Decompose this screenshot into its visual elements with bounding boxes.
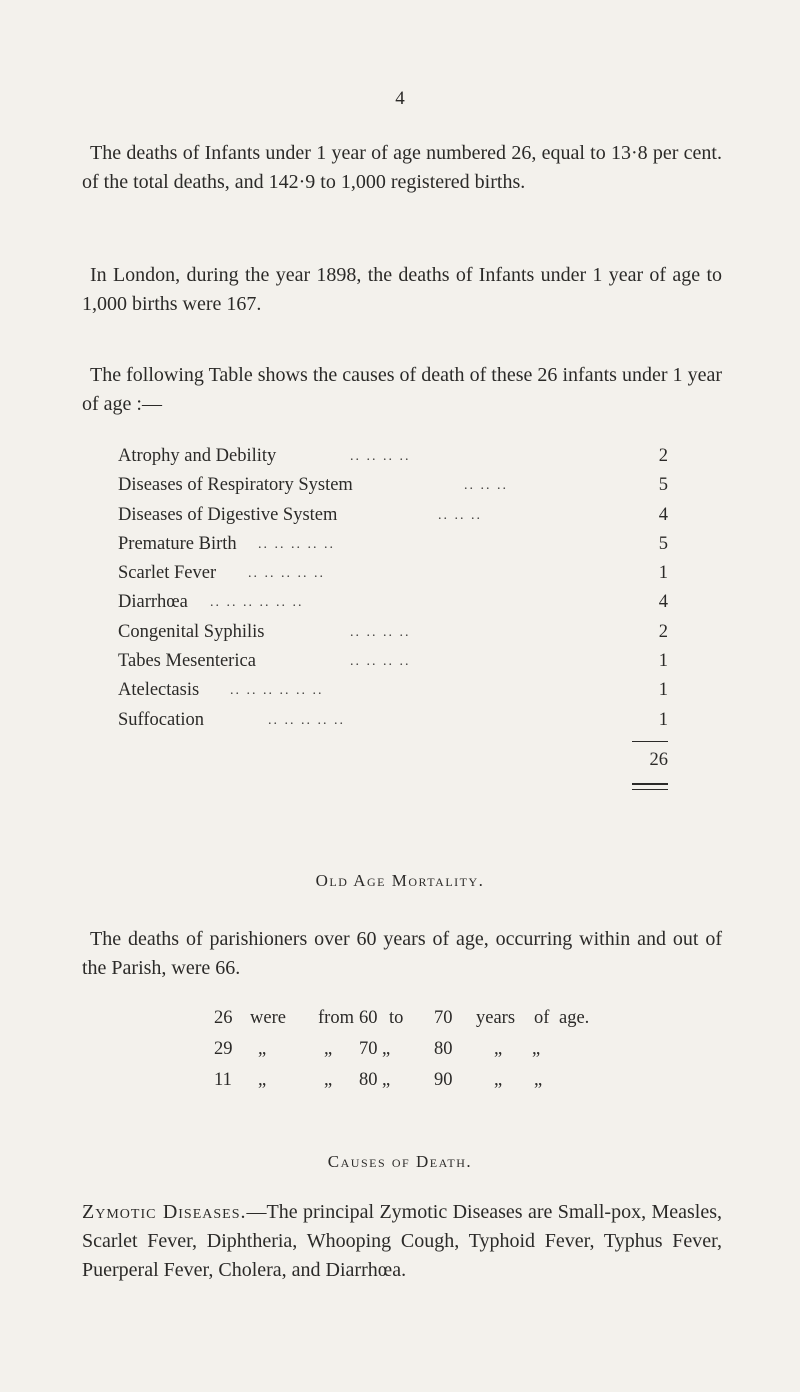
- table-row: [118, 647, 668, 676]
- age-were: „: [258, 1039, 267, 1059]
- cause-count: 4: [658, 504, 668, 525]
- age-count: 29: [214, 1039, 233, 1059]
- zymotic-text: —The principal Zymotic Diseases are Small-pox, Measles, Scarlet Fever, Diphtheria, Whooping Cough, Typhoid Fever, Typhus Fever, Puerperal Fever, Cholera, and Diarrhœa.: [82, 1201, 722, 1281]
- age-count: 11: [214, 1070, 232, 1090]
- old-age-heading: Old Age Mortality.: [315, 871, 485, 890]
- cause-count: 1: [658, 563, 668, 584]
- age-years: „: [494, 1070, 503, 1090]
- infant-causes-table: [118, 442, 668, 735]
- age-of: of: [534, 1008, 550, 1028]
- cause-count: 4: [658, 592, 668, 613]
- leader-dots: .. .. ..: [464, 478, 508, 494]
- table-row: [118, 559, 668, 588]
- age-low: 80: [359, 1070, 378, 1090]
- table-row: [118, 618, 668, 647]
- causes-intro-paragraph: The following Table shows the causes of death of these 26 infants under 1 year of age :—: [82, 364, 722, 415]
- table-row: [118, 706, 668, 735]
- age-high: 70: [434, 1008, 453, 1028]
- age-to: to: [389, 1008, 404, 1028]
- leader-dots: .. .. .. .. ..: [268, 712, 345, 728]
- total-double-rule: [632, 783, 668, 790]
- cause-name: Suffocation: [118, 709, 204, 730]
- cause-count: 2: [658, 621, 668, 642]
- age-low: 70: [359, 1039, 378, 1059]
- age-high: 90: [434, 1070, 453, 1090]
- age-years: years: [476, 1008, 516, 1028]
- causes-of-death-heading: Causes of Death.: [327, 1152, 473, 1171]
- cause-name: Diarrhœa: [118, 592, 188, 613]
- cause-count: 5: [658, 475, 668, 496]
- age-years: „: [494, 1039, 503, 1059]
- age-count: 26: [214, 1008, 233, 1028]
- cause-name: Scarlet Fever: [118, 563, 217, 584]
- cause-count: 5: [658, 533, 668, 554]
- leader-dots: .. .. .. .. .. ..: [230, 683, 324, 699]
- age-from: from: [318, 1008, 354, 1028]
- cause-count: 1: [658, 709, 668, 730]
- leader-dots: .. .. .. ..: [350, 654, 411, 670]
- leader-dots: .. .. .. .. ..: [248, 566, 325, 582]
- london-comparison-paragraph: In London, during the year 1898, the deaths of Infants under 1 year of age to 1,000 births were 167.: [82, 264, 722, 315]
- zymotic-diseases-paragraph: [82, 1198, 722, 1285]
- cause-name: Diseases of Digestive System: [118, 504, 338, 525]
- leader-dots: .. .. .. .. ..: [258, 536, 335, 552]
- infant-total: 26: [649, 750, 668, 770]
- age-to: „: [382, 1039, 391, 1059]
- old-age-paragraph: The deaths of parishioners over 60 years of age, occurring within and out of the Parish, were 66.: [82, 928, 722, 979]
- leader-dots: .. .. .. ..: [350, 449, 411, 464]
- cause-name: Atelectasis: [118, 680, 200, 701]
- cause-name: Atrophy and Debility: [118, 446, 277, 466]
- cause-name: Diseases of Respiratory System: [118, 475, 353, 496]
- table-row: [118, 530, 668, 559]
- age-high: 80: [434, 1039, 453, 1059]
- table-row: [118, 501, 668, 530]
- cause-name: Premature Birth: [118, 533, 237, 554]
- age-were: were: [250, 1008, 286, 1028]
- age-age: age.: [559, 1008, 590, 1028]
- leader-dots: .. .. ..: [438, 507, 482, 523]
- zymotic-lead: Zymotic Diseases.: [82, 1201, 247, 1223]
- age-from: „: [324, 1039, 333, 1059]
- table-row: [118, 588, 668, 617]
- cause-count: 1: [658, 651, 668, 672]
- table-row: [118, 676, 668, 705]
- table-row: [118, 471, 668, 500]
- cause-count: 2: [658, 446, 668, 466]
- infant-deaths-paragraph: The deaths of Infants under 1 year of age numbered 26, equal to 13·8 per cent. of the total deaths, and 142·9 to 1,000 registered births.: [82, 142, 722, 193]
- cause-name: Congenital Syphilis: [118, 621, 265, 642]
- total-rule: [632, 741, 668, 742]
- age-were: „: [258, 1070, 267, 1090]
- page-number: 4: [395, 88, 405, 109]
- age-from: „: [324, 1070, 333, 1090]
- age-to: „: [382, 1070, 391, 1090]
- table-row: [118, 442, 668, 471]
- age-age: „: [534, 1070, 543, 1090]
- cause-count: 1: [658, 680, 668, 701]
- cause-name: Tabes Mesenterica: [118, 651, 256, 672]
- leader-dots: .. .. .. .. .. ..: [210, 595, 304, 611]
- leader-dots: .. .. .. ..: [350, 624, 411, 640]
- age-age: „: [532, 1039, 541, 1059]
- age-low: 60: [359, 1008, 378, 1028]
